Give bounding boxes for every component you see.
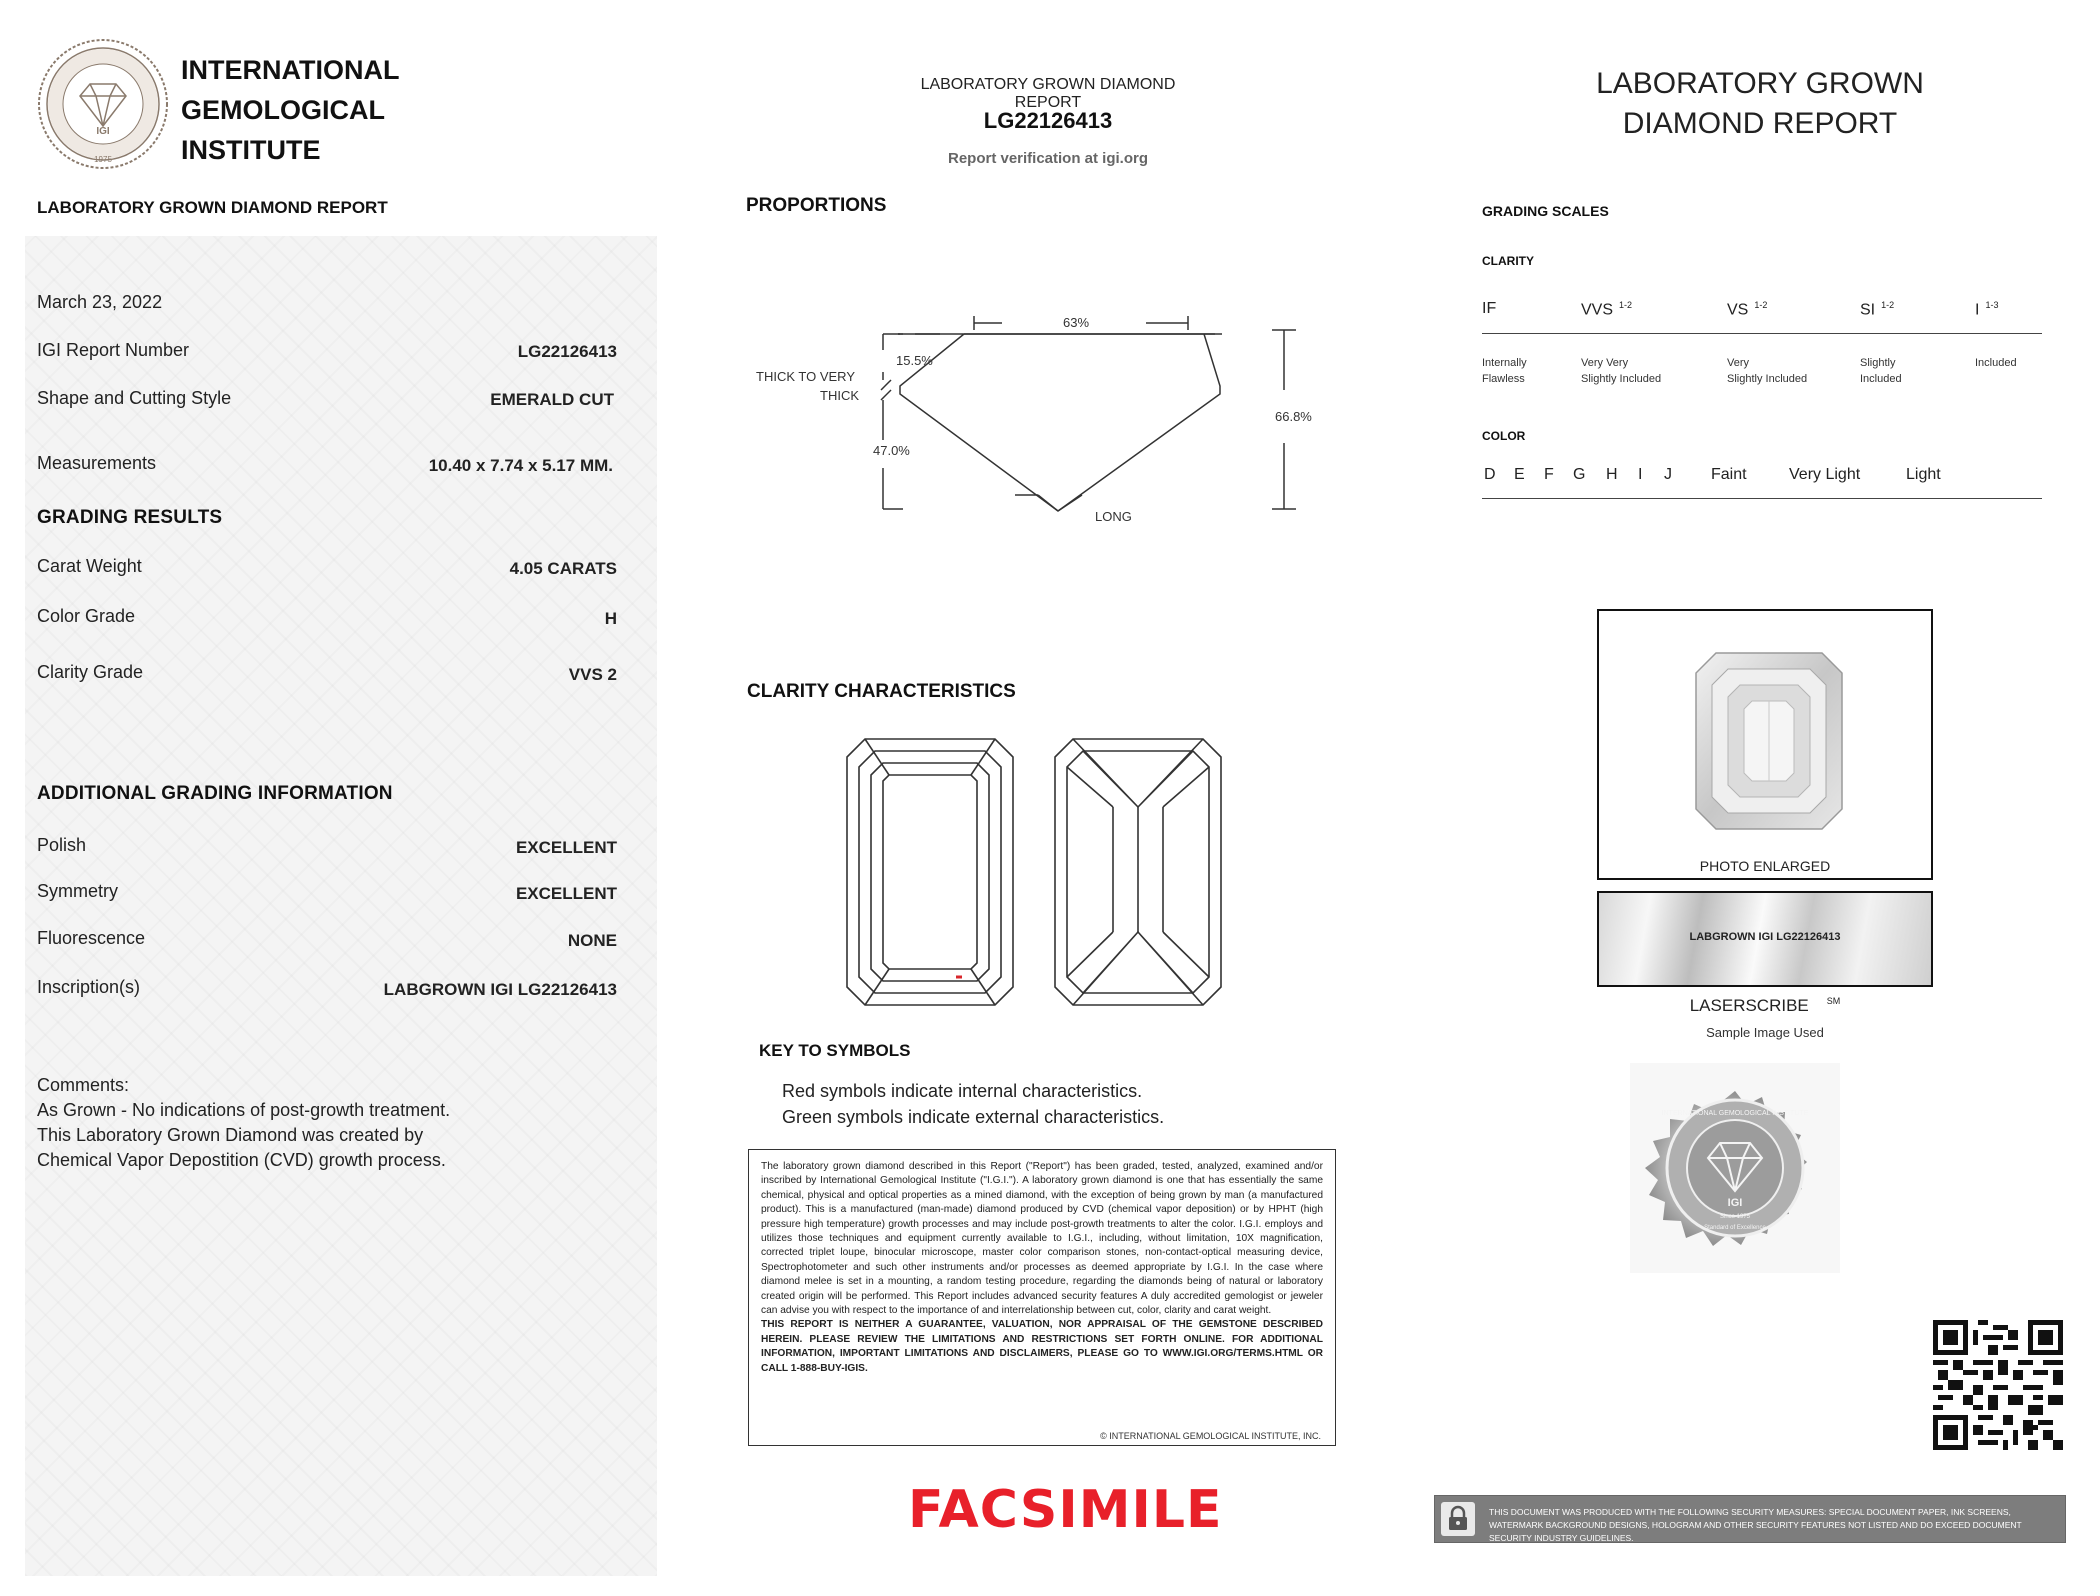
symmetry-label: Symmetry: [37, 881, 118, 901]
clarity-grade-i-range: 1-3: [1985, 300, 1999, 310]
clarity-desc-vvs: Very Very Slightly Included: [1581, 357, 1662, 385]
svg-text:IGI: IGI: [1727, 1197, 1743, 1209]
shape-value: EMERALD CUT: [490, 390, 614, 409]
report-number-label: IGI Report Number: [37, 340, 190, 360]
report-details-panel: [25, 236, 657, 1576]
clarity-characteristics-title: CLARITY CHARACTERISTICS: [747, 681, 1016, 702]
right-title-line-2: DIAMOND REPORT: [1622, 107, 1898, 140]
lock-icon: [1441, 1502, 1475, 1536]
fluorescence-value: NONE: [567, 931, 617, 950]
clarity-grade-label: Clarity Grade: [37, 662, 144, 682]
org-name-line-2: GEMOLOGICAL: [181, 95, 385, 125]
key-red-symbols: Red symbols indicate internal characteristics.: [782, 1081, 1143, 1101]
qr-code[interactable]: [1933, 1320, 2063, 1450]
color-grade-j: J: [1664, 466, 1672, 483]
security-measures-bar: [1434, 1495, 2066, 1543]
sample-image-note: Sample Image Used: [1706, 1025, 1824, 1040]
hologram-seal: [1630, 1063, 1840, 1273]
clarity-desc-si: Slightly Included: [1860, 357, 1902, 385]
color-grade-g: G: [1573, 466, 1586, 483]
clarity-grade-if: IF: [1482, 300, 1497, 317]
grading-results-title: GRADING RESULTS: [37, 507, 223, 528]
comments-title: Comments:: [37, 1075, 130, 1095]
org-name: [181, 50, 399, 170]
laserscribe-service-mark: SM: [1826, 996, 1841, 1007]
color-scale-title: COLOR: [1482, 429, 1526, 443]
report-date: March 23, 2022: [37, 292, 163, 312]
grading-scales-title: GRADING SCALES: [1482, 203, 1609, 219]
color-grade-value: H: [604, 609, 617, 628]
color-grade-label: Color Grade: [37, 606, 136, 626]
clarity-plot-pavilion: [1053, 737, 1223, 1007]
comment-line-1: As Grown - No indications of post-growth treatment.: [37, 1100, 451, 1120]
legal-disclaimer-box: [748, 1149, 1336, 1446]
legal-copyright: © INTERNATIONAL GEMOLOGICAL INSTITUTE, INC.: [1100, 1431, 1321, 1441]
color-grade-f: F: [1544, 466, 1554, 483]
org-name-line-3: INSTITUTE: [181, 135, 321, 165]
polish-value: EXCELLENT: [515, 838, 617, 857]
facsimile-watermark: FACSIMILE: [908, 1480, 1223, 1540]
legal-paragraph: The laboratory grown diamond described in this Report ("Report") has been graded, tested, analyzed, examined and/or inscribed by International Gemological Institute ("I.G.I."). A laboratory grown diamond is one that has essentially the same chemical, physical and optical properties as a mined diamond, with the exception of being grown by man (a manufactured product). This is a manufactured (man-made) diamond produced by CVD (chemical vapor deposition) or by HPHT (high pressure high temperature) growth processes and may include post-growth treatments to alter the color. I.G.I. employs and utilizes those techniques and equipment currently available to I.G.I., including, without limitation, 10X magnification, corrected triplet loupe, binocular microscope, master color comparison stones, non-contact-optical measuring device, Spectrophotometer and such other instruments and/or processes as deemed appropriate by I.G.I. In the case where diamond melee is set in a mounting, a random testing procedure, regarding the diamonds being of natural or laboratory created origin will be performed. This Report includes advanced security features A duly accredited gemologist or jeweler can advise you with respect to the importance of and interrelationship between cut, color, clarity and carat weight.: [761, 1161, 1323, 1317]
clarity-grade-value: VVS 2: [568, 665, 617, 684]
security-measures-text: THIS DOCUMENT WAS PRODUCED WITH THE FOLLOWING SECURITY MEASURES: SPECIAL DOCUMENT PAPER, INK SCREENS, WATERMARK BACKGROUND DESIGNS, HOLOGRAM AND OTHER SECURITY FEATURES NOT LISTED AND DO EXCEED DOCUMENT SECURITY INDUSTRY GUIDELINES.: [1489, 1507, 2022, 1543]
symmetry-value: EXCELLENT: [515, 884, 617, 903]
depth-percent: 66.8%: [1275, 409, 1312, 424]
igi-seal-logo: [28, 34, 178, 174]
carat-weight-label: Carat Weight: [37, 556, 142, 576]
inscription-value: LABGROWN IGI LG22126413: [383, 980, 617, 999]
color-word-very-light: Very Light: [1789, 466, 1861, 483]
color-word-light: Light: [1906, 466, 1941, 483]
center-report-number: LG22126413: [983, 108, 1113, 133]
crown-percent: 15.5%: [896, 353, 933, 368]
fluorescence-label: Fluorescence: [37, 928, 146, 948]
hologram-ring-text: INTERNATIONAL GEMOLOGICAL INSTITUTE: [1661, 1110, 1809, 1117]
right-title-line-1: LABORATORY GROWN: [1596, 67, 1924, 100]
culet-label: LONG: [1095, 509, 1132, 524]
clarity-grade-vvs: VVS $^{1-2}$: [1581, 300, 1633, 319]
comment-line-2: This Laboratory Grown Diamond was created by: [37, 1125, 424, 1145]
table-percent: 63%: [1062, 315, 1090, 330]
color-grade-e: E: [1514, 466, 1525, 483]
laserscribe-image: [1597, 891, 1933, 987]
key-green-symbols: Green symbols indicate external characteristics.: [782, 1107, 1165, 1127]
color-grade-i: I: [1638, 466, 1643, 483]
org-name-line-1: INTERNATIONAL: [181, 55, 400, 85]
color-scale-rule: [1482, 498, 2042, 499]
clarity-grade-i: I $^{1-3}$: [1975, 300, 1999, 319]
girdle-label-line-1: THICK TO VERY: [756, 369, 855, 384]
clarity-scale-title: CLARITY: [1482, 254, 1534, 268]
color-word-faint: Faint: [1711, 466, 1747, 483]
clarity-desc-i: Included: [1975, 357, 2017, 369]
pavilion-percent: 47.0%: [873, 443, 910, 458]
diamond-photo: [1694, 651, 1844, 831]
photo-caption: PHOTO ENLARGED: [1699, 858, 1831, 874]
clarity-scale-rule: [1482, 333, 2042, 334]
measurements-label: Measurements: [37, 453, 157, 473]
measurements-value: 10.40 x 7.74 x 5.17 MM.: [428, 456, 613, 475]
diamond-photo-frame: [1597, 609, 1933, 880]
inscription-label: Inscription(s): [37, 977, 141, 997]
left-report-title: LABORATORY GROWN DIAMOND REPORT: [37, 198, 388, 217]
report-verification: Report verification at igi.org: [947, 150, 1149, 167]
clarity-grade-vs-range: 1-2: [1754, 300, 1768, 310]
laserscribe-inscription: LABGROWN IGI LG22126413: [1689, 931, 1841, 943]
clarity-plot-crown: [845, 737, 1015, 1007]
report-number-value: LG22126413: [517, 342, 617, 361]
center-report-title: LABORATORY GROWN DIAMOND REPORT: [920, 76, 1176, 111]
proportions-title: PROPORTIONS: [746, 195, 887, 216]
clarity-grade-si-range: 1-2: [1881, 300, 1895, 310]
clarity-grade-si: SI $^{1-2}$: [1860, 300, 1895, 319]
clarity-grade-vvs-range: 1-2: [1619, 300, 1633, 310]
clarity-desc-vs: Very Slightly Included: [1727, 357, 1808, 385]
additional-grading-title: ADDITIONAL GRADING INFORMATION: [37, 783, 393, 804]
comment-line-3: Chemical Vapor Depostition (CVD) growth process.: [37, 1150, 446, 1170]
color-grade-h: H: [1606, 466, 1618, 483]
proportions-diagram: [740, 300, 1340, 530]
polish-label: Polish: [37, 835, 87, 855]
girdle-label-line-2: THICK: [820, 388, 859, 403]
clarity-grade-vs: VS $^{1-2}$: [1727, 300, 1768, 319]
comments: [37, 1073, 450, 1173]
svg-text:IGI: IGI: [96, 126, 110, 137]
color-grade-d: D: [1484, 466, 1496, 483]
laserscribe-label: LASERSCRIBE ℠: [1689, 996, 1841, 1015]
hologram-standard: Standard of Excellence: [1704, 1225, 1766, 1231]
carat-weight-value: 4.05 CARATS: [509, 559, 617, 578]
shape-label: Shape and Cutting Style: [37, 388, 232, 408]
legal-caps-paragraph: THIS REPORT IS NEITHER A GUARANTEE, VALUATION, NOR APPRAISAL OF THE GEMSTONE DESCRIBED HEREIN. PLEASE REVIEW THE LIMITATIONS AND RESTRICTIONS SET FORTH ONLINE. FOR ADDITIONAL INFORMATION, IMPORTANT LIMITATIONS AND DISCLAIMERS, PLEASE GO TO WWW.IGI.ORG/TERMS.HTML OR CALL 1-888-BUY-IGIS.: [761, 1319, 1323, 1374]
key-to-symbols-title: KEY TO SYMBOLS: [759, 1041, 911, 1060]
clarity-desc-if: Internally Flawless: [1482, 357, 1527, 385]
seal-year: 1975: [94, 155, 112, 164]
right-report-title: [1560, 64, 1960, 144]
hologram-since: Since 1975: [1719, 1214, 1751, 1220]
